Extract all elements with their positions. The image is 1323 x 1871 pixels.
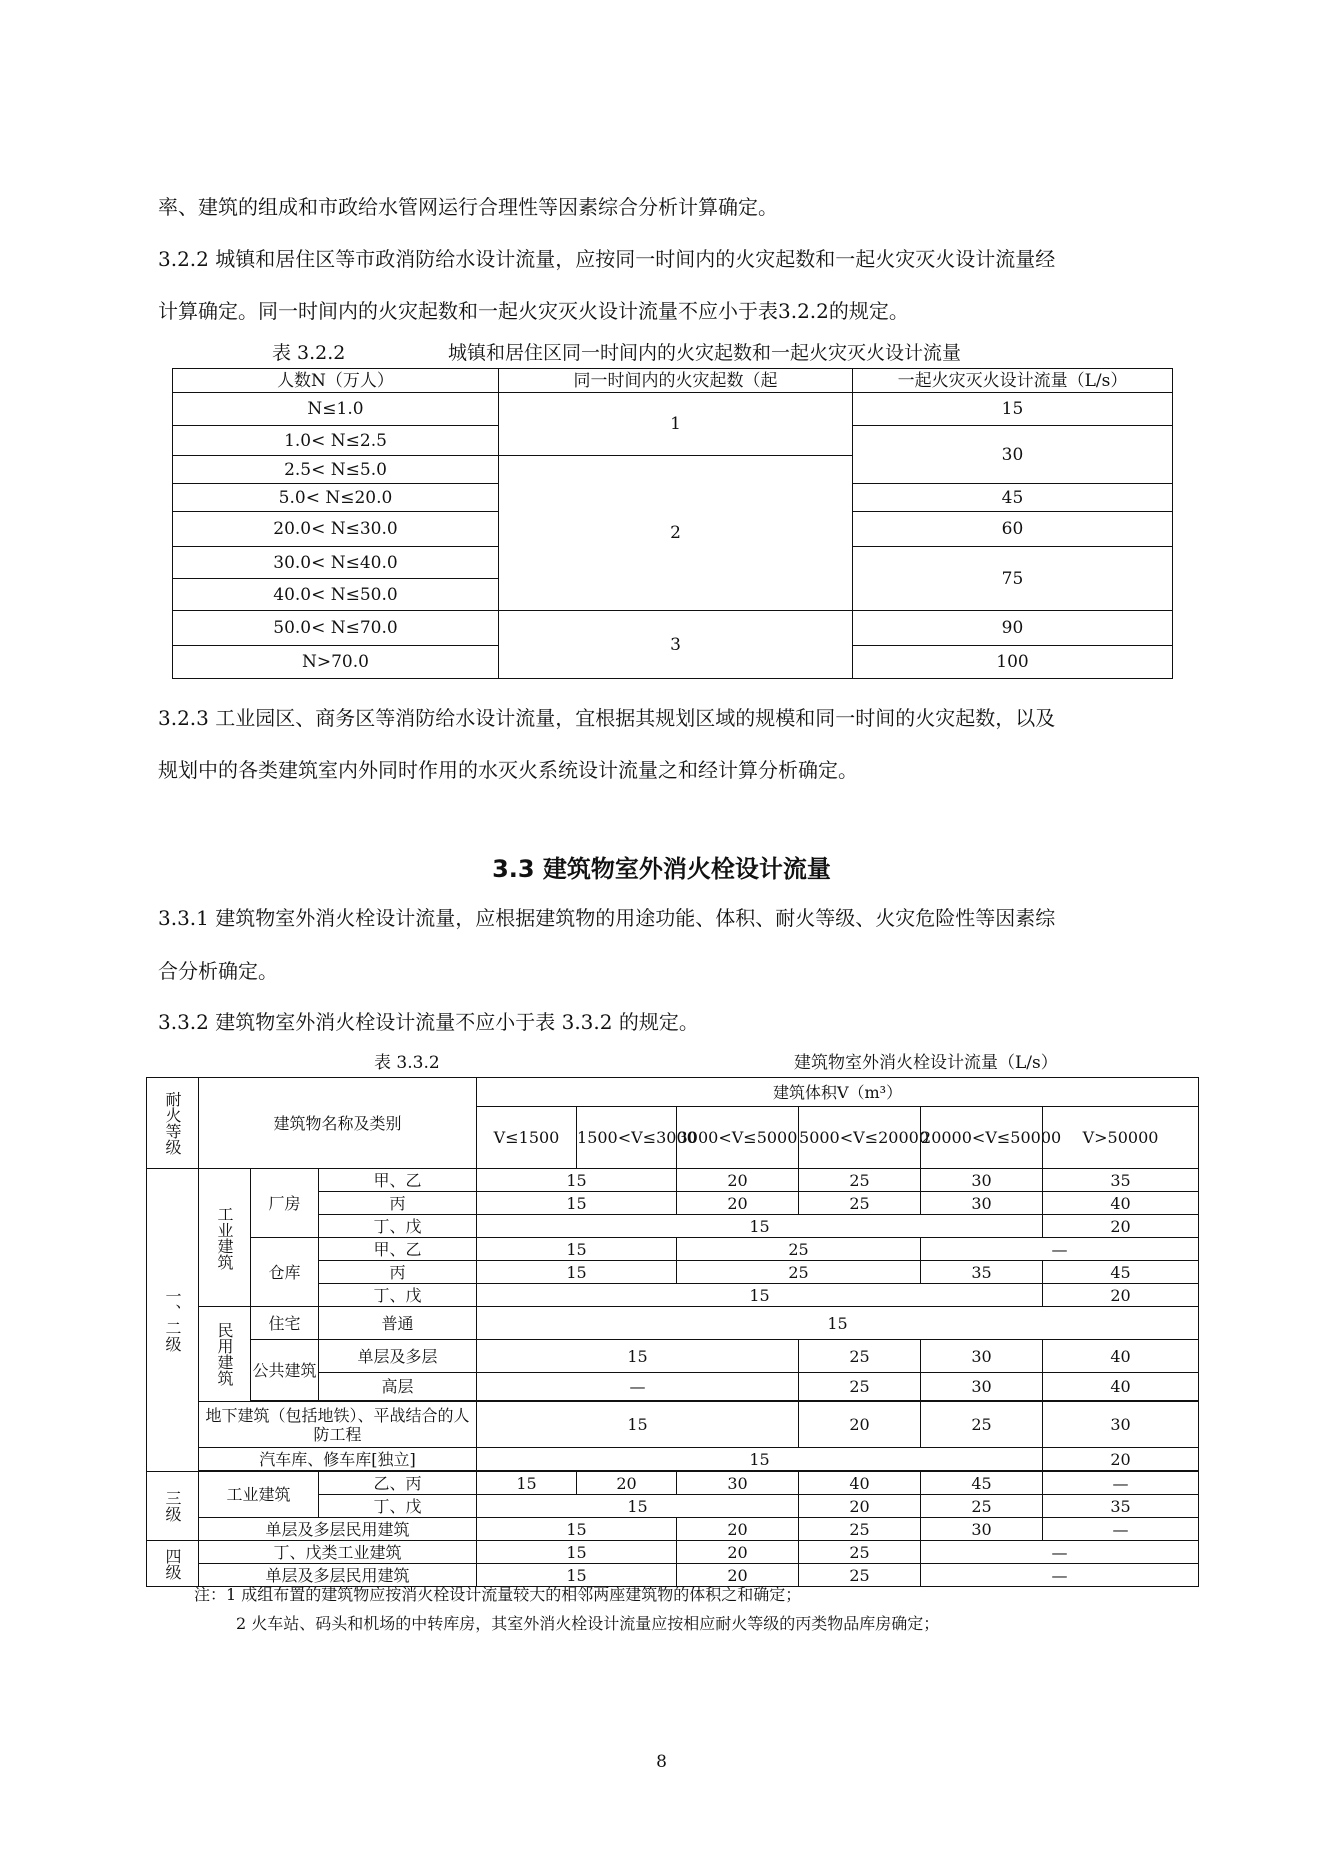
t2-cell: — — [1043, 1518, 1199, 1541]
t2-cell: 20 — [677, 1169, 799, 1192]
t2-cell: 45 — [1043, 1261, 1199, 1284]
t2-vol-col: 5000<V≤20000 — [799, 1107, 921, 1169]
paragraph-3-2-3-line2: 规划中的各类建筑室内外同时作用的水灭火系统设计流量之和经计算分析确定。 — [158, 758, 858, 782]
t2-vol-col: V≤1500 — [477, 1107, 577, 1169]
t2-cell: 15 — [477, 1261, 677, 1284]
t2-cell: — — [921, 1564, 1199, 1587]
paragraph-3-2-3-line1: 3.2.3 工业园区、商务区等消防给水设计流量，宜根据其规划区域的规模和同一时间的火灾起数，以及 — [158, 706, 1056, 730]
t2-cell: 15 — [477, 1495, 799, 1518]
t2-cell: 15 — [477, 1284, 1043, 1307]
t2-header-name: 建筑物名称及类别 — [199, 1078, 477, 1169]
t2-cell: 丙 — [319, 1261, 477, 1284]
table2-note-2: 2 火车站、码头和机场的中转库房，其室外消火栓设计流量应按相应耐火等级的丙类物品库房确定； — [236, 1614, 940, 1633]
t2-cell: 25 — [799, 1169, 921, 1192]
t2-cell: 20 — [1043, 1215, 1199, 1238]
t2-cell: 30 — [921, 1518, 1043, 1541]
t2-cell: 25 — [677, 1261, 921, 1284]
t2-cell: 30 — [677, 1472, 799, 1495]
t2-cell: 25 — [799, 1518, 921, 1541]
t1-cell: N>70.0 — [173, 646, 499, 679]
t2-cell: 30 — [1043, 1402, 1199, 1448]
t1-cell: 20.0< N≤30.0 — [173, 512, 499, 547]
t2-cell: 20 — [1043, 1448, 1199, 1471]
t1-cell: 100 — [853, 646, 1173, 679]
t2-cell: 25 — [799, 1373, 921, 1401]
t2-cell: 20 — [677, 1564, 799, 1587]
t2-cell: 20 — [677, 1541, 799, 1564]
t2-cell: 单层及多层 — [319, 1340, 477, 1373]
t1-cell: N≤1.0 — [173, 393, 499, 426]
t2-cell: 15 — [477, 1340, 799, 1373]
t1-header-flow: 一起火灾灭火设计流量（L/s） — [853, 369, 1173, 393]
t2-cell: 20 — [799, 1495, 921, 1518]
t2-header-grade: 耐火等级 — [147, 1078, 199, 1169]
table2-caption-number: 表 3.3.2 — [374, 1053, 440, 1073]
t2-cell: 40 — [799, 1472, 921, 1495]
t2-grade-3: 三级 — [147, 1472, 199, 1541]
t2-cell: — — [477, 1373, 799, 1401]
t2-industrial-4: 丁、戊类工业建筑 — [199, 1541, 477, 1564]
t2-cell: 25 — [921, 1495, 1043, 1518]
t1-cell: 5.0< N≤20.0 — [173, 484, 499, 512]
t2-cell: 15 — [477, 1192, 677, 1215]
table-3-3-2 — [146, 1077, 1199, 1587]
t1-cell: 15 — [853, 393, 1173, 426]
t2-cell: 30 — [921, 1373, 1043, 1401]
t2-warehouse: 仓库 — [251, 1238, 319, 1307]
table2-caption-title: 建筑物室外消火栓设计流量（L/s） — [794, 1053, 1058, 1073]
t2-industrial: 工业建筑 — [199, 1169, 251, 1307]
t2-cell: — — [1043, 1472, 1199, 1495]
t2-cell: 25 — [677, 1238, 921, 1261]
t2-grade-4: 四级 — [147, 1541, 199, 1587]
t2-garage: 汽车库、修车库[独立] — [199, 1448, 477, 1471]
t2-cell: 25 — [799, 1541, 921, 1564]
t1-cell: 40.0< N≤50.0 — [173, 579, 499, 611]
t2-cell: 40 — [1043, 1192, 1199, 1215]
t2-cell: 45 — [921, 1472, 1043, 1495]
t2-cell: 20 — [1043, 1284, 1199, 1307]
paragraph-3-2-2-line1: 3.2.2 城镇和居住区等市政消防给水设计流量，应按同一时间内的火灾起数和一起火灾灭火设计流量经 — [158, 247, 1056, 271]
t1-cell: 1.0< N≤2.5 — [173, 426, 499, 456]
t2-cell: 15 — [477, 1541, 677, 1564]
t2-civil: 民用建筑 — [199, 1307, 251, 1402]
t1-cell: 60 — [853, 512, 1173, 547]
t2-cell: 20 — [677, 1518, 799, 1541]
t2-cell: 40 — [1043, 1373, 1199, 1401]
t2-civil-4: 单层及多层民用建筑 — [199, 1564, 477, 1587]
t2-civil-3: 单层及多层民用建筑 — [199, 1518, 477, 1541]
section-heading-3-3: 3.3 建筑物室外消火栓设计流量 — [492, 855, 831, 883]
t1-cell: 1 — [499, 393, 853, 456]
t1-cell: 75 — [853, 547, 1173, 611]
t1-cell: 50.0< N≤70.0 — [173, 611, 499, 646]
t1-cell: 45 — [853, 484, 1173, 512]
t2-cell: 15 — [477, 1215, 1043, 1238]
t2-cell: 丁、戊 — [319, 1495, 477, 1518]
paragraph-3-3-1-line2: 合分析确定。 — [158, 959, 278, 983]
t2-cell: 普通 — [319, 1307, 477, 1340]
t2-cell: 35 — [921, 1261, 1043, 1284]
page-number: 8 — [656, 1752, 667, 1772]
t1-header-population: 人数N（万人） — [173, 369, 499, 393]
t2-cell: 丙 — [319, 1192, 477, 1215]
table-3-2-2 — [172, 368, 1173, 679]
t2-cell: — — [921, 1541, 1199, 1564]
t2-cell: — — [921, 1238, 1199, 1261]
t2-cell: 15 — [477, 1564, 677, 1587]
t2-cell: 15 — [477, 1169, 677, 1192]
t2-cell: 丁、戊 — [319, 1284, 477, 1307]
t2-cell: 乙、丙 — [319, 1472, 477, 1495]
t2-vol-col: V>50000 — [1043, 1107, 1199, 1169]
t2-cell: 25 — [921, 1402, 1043, 1448]
paragraph-3-2-2-line2: 计算确定。同一时间内的火灾起数和一起火灾灭火设计流量不应小于表3.2.2的规定。 — [158, 299, 909, 323]
t2-cell: 40 — [1043, 1340, 1199, 1373]
t1-cell: 90 — [853, 611, 1173, 646]
t1-cell: 2.5< N≤5.0 — [173, 456, 499, 484]
t2-cell: 30 — [921, 1340, 1043, 1373]
t2-cell: 25 — [799, 1340, 921, 1373]
table1-caption-number: 表 3.2.2 — [272, 342, 346, 364]
t2-cell: 25 — [799, 1192, 921, 1215]
table2-note-1: 注：1 成组布置的建筑物应按消火栓设计流量较大的相邻两座建筑物的体积之和确定； — [194, 1585, 802, 1604]
t2-cell: 30 — [921, 1169, 1043, 1192]
t2-header-volume: 建筑体积V（m³） — [477, 1078, 1199, 1107]
t2-cell: 丁、戊 — [319, 1215, 477, 1238]
t1-header-fire-count: 同一时间内的火灾起数（起 — [499, 369, 853, 393]
t2-cell: 25 — [799, 1564, 921, 1587]
table1-caption-title: 城镇和居住区同一时间内的火灾起数和一起火灾灭火设计流量 — [448, 342, 962, 364]
paragraph-continuation: 率、建筑的组成和市政给水管网运行合理性等因素综合分析计算确定。 — [158, 195, 778, 219]
t1-cell: 30 — [853, 426, 1173, 484]
t2-cell: 20 — [577, 1472, 677, 1495]
t2-cell: 15 — [477, 1238, 677, 1261]
t2-vol-col: 1500<V≤3000 — [577, 1107, 677, 1169]
t2-cell: 15 — [477, 1472, 577, 1495]
t2-cell: 甲、乙 — [319, 1169, 477, 1192]
t2-cell: 35 — [1043, 1495, 1199, 1518]
t1-cell: 30.0< N≤40.0 — [173, 547, 499, 579]
t2-cell: 15 — [477, 1307, 1199, 1340]
paragraph-3-3-2: 3.3.2 建筑物室外消火栓设计流量不应小于表 3.3.2 的规定。 — [158, 1010, 699, 1034]
t2-cell: 15 — [477, 1518, 677, 1541]
t2-cell: 高层 — [319, 1373, 477, 1401]
t2-public: 公共建筑 — [251, 1340, 319, 1401]
t1-cell: 3 — [499, 611, 853, 679]
t2-cell: 15 — [477, 1402, 799, 1448]
t1-cell: 2 — [499, 456, 853, 611]
t2-residential: 住宅 — [251, 1307, 319, 1340]
t2-industrial-3: 工业建筑 — [199, 1472, 319, 1518]
t2-vol-col: 20000<V≤50000 — [921, 1107, 1043, 1169]
t2-vol-col: 3000<V≤5000 — [677, 1107, 799, 1169]
t2-cell: 15 — [477, 1448, 1043, 1471]
t2-cell: 甲、乙 — [319, 1238, 477, 1261]
t2-grade-1-2: 一、二级 — [147, 1169, 199, 1472]
paragraph-3-3-1-line1: 3.3.1 建筑物室外消火栓设计流量，应根据建筑物的用途功能、体积、耐火等级、火灾危险性等因素综 — [158, 906, 1056, 930]
t2-underground: 地下建筑（包括地铁）、平战结合的人防工程 — [199, 1402, 477, 1448]
t2-cell: 35 — [1043, 1169, 1199, 1192]
t2-cell: 20 — [677, 1192, 799, 1215]
t2-cell: 20 — [799, 1402, 921, 1448]
t2-cell: 30 — [921, 1192, 1043, 1215]
t2-factory: 厂房 — [251, 1169, 319, 1238]
